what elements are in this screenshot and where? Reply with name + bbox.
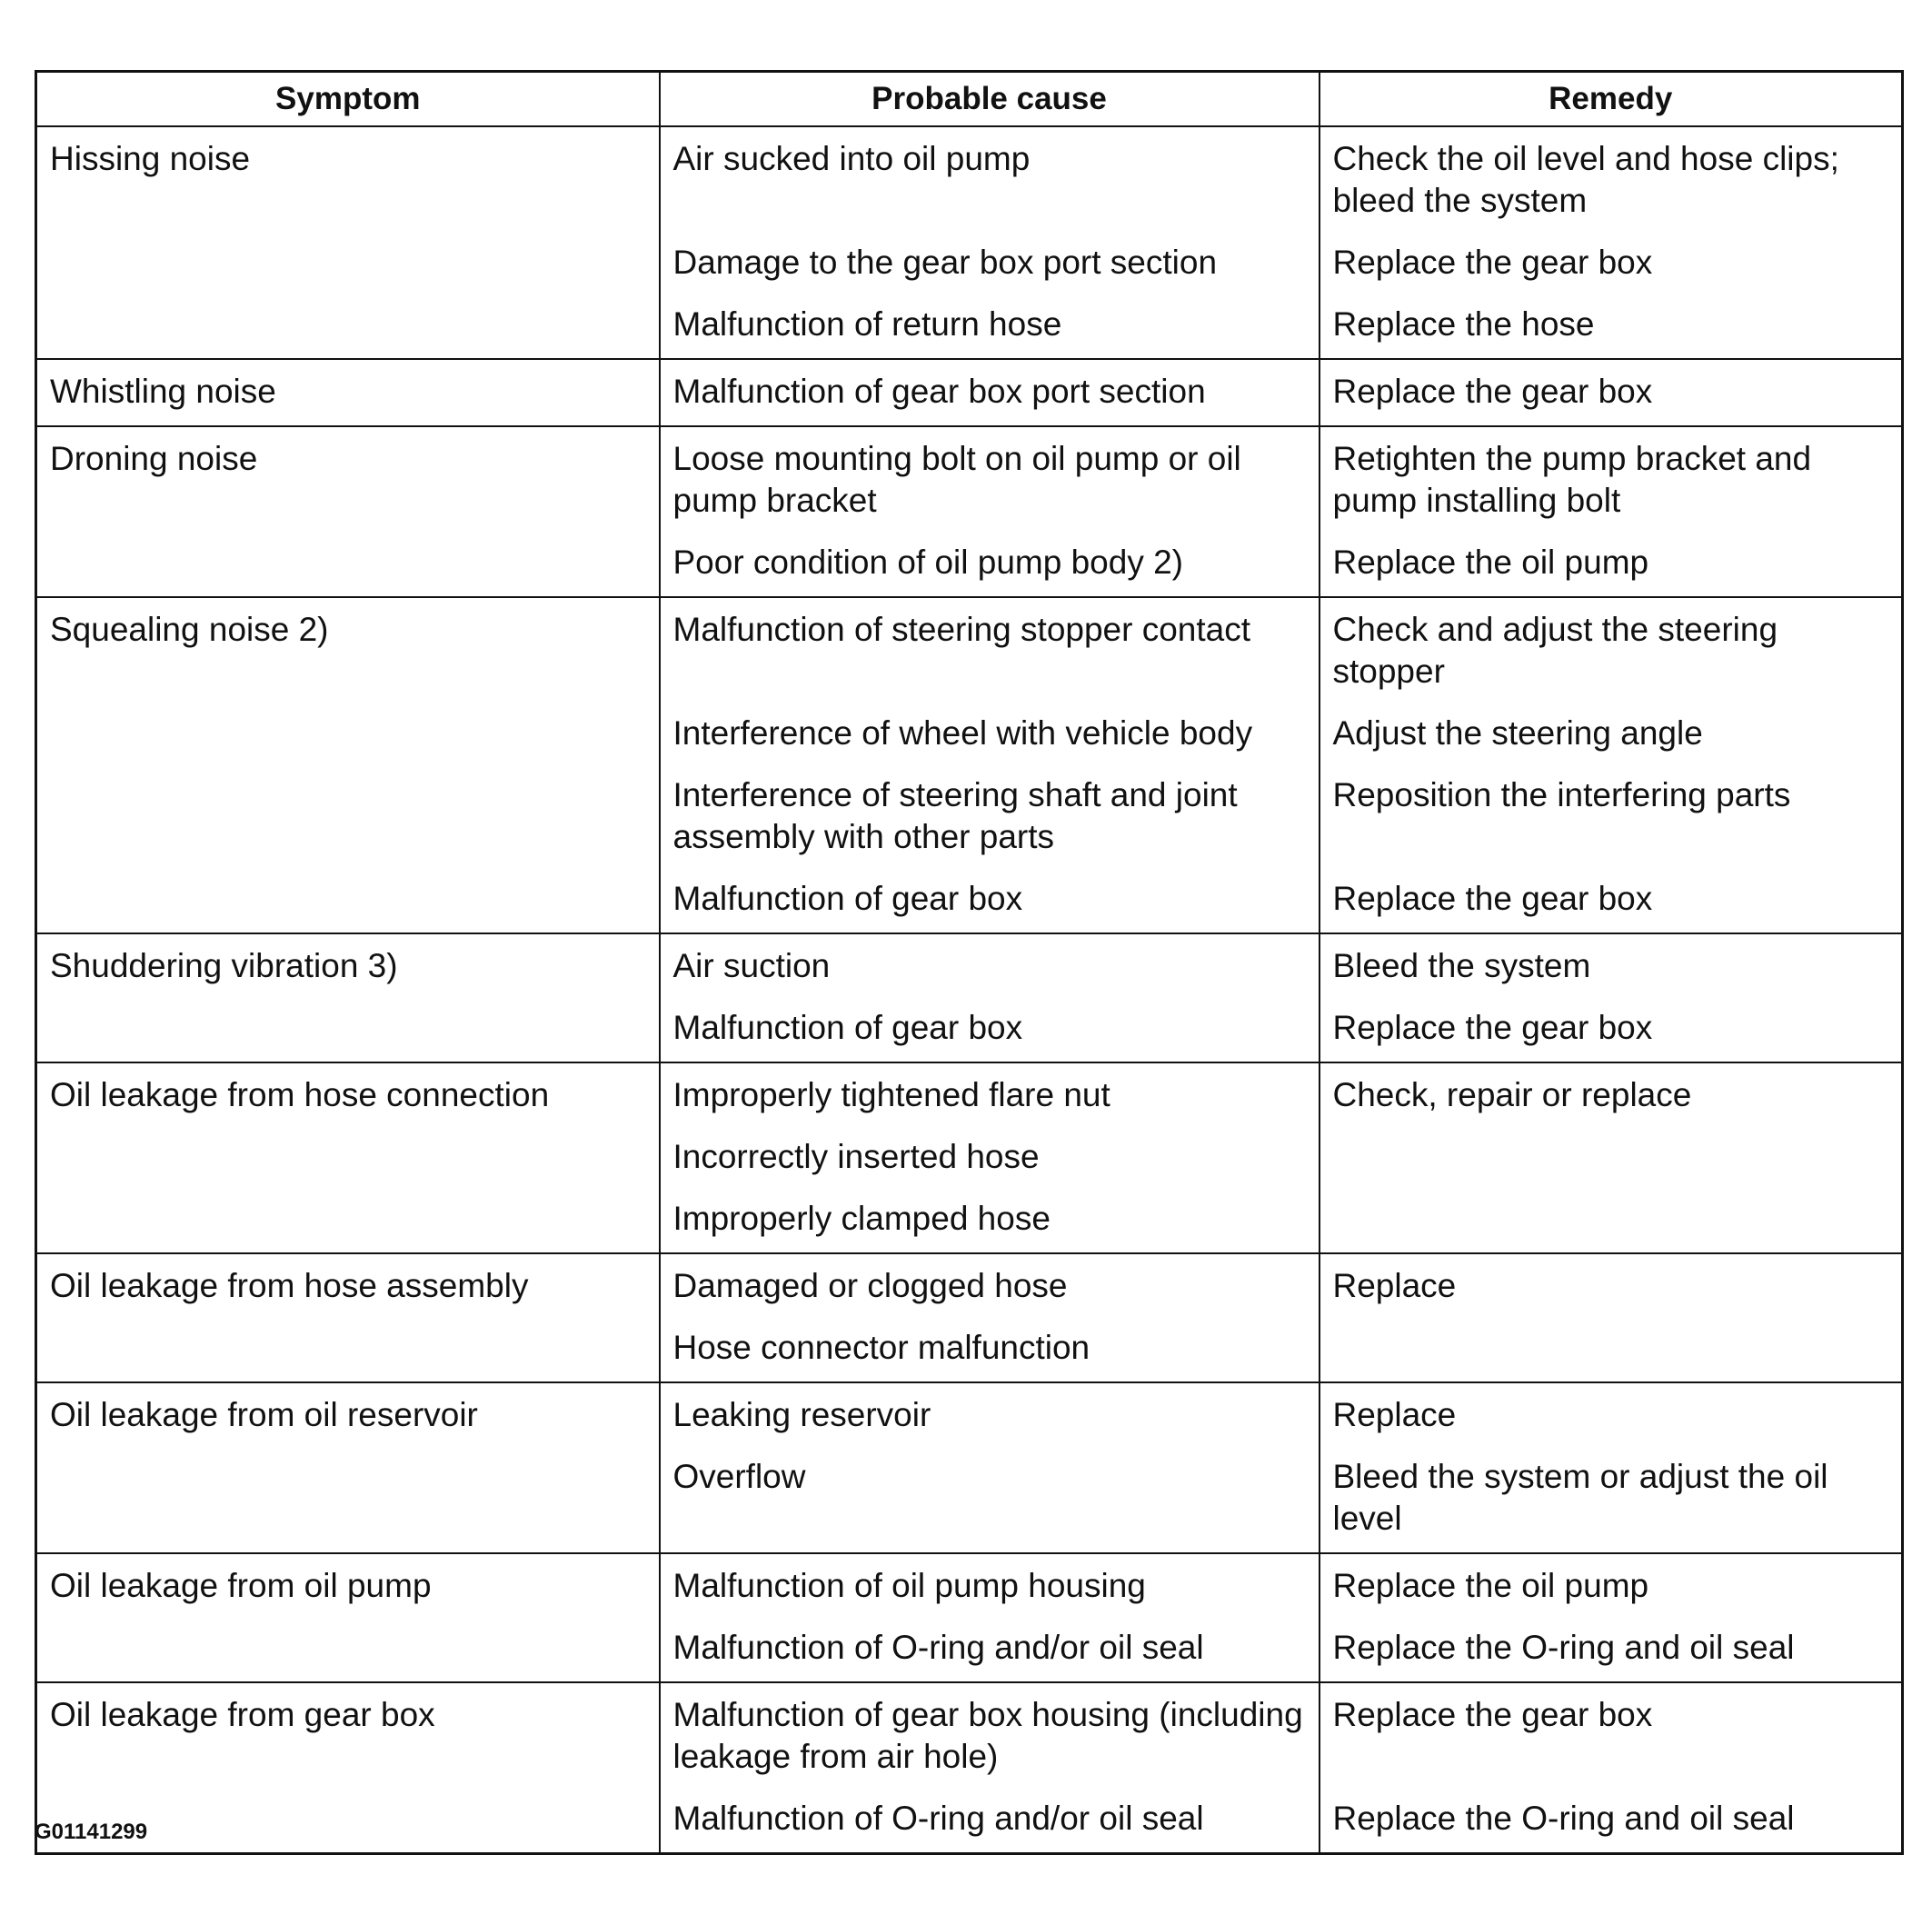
symptom-cell (36, 426, 660, 597)
header-row (36, 72, 1903, 127)
remedy-text: Replace the O-ring and oil seal (1332, 1629, 1795, 1666)
remedy-text: Replace the gear box (1332, 880, 1653, 917)
table-row (36, 126, 1903, 359)
symptom-text: Oil leakage from hose connection (50, 1076, 550, 1113)
symptom-text: Hissing noise (50, 140, 251, 177)
remedy-cell (1320, 597, 1903, 933)
probable-cause-cell (660, 426, 1320, 597)
cause-text: Leaking reservoir (672, 1396, 931, 1433)
cause-text: Loose mounting bolt on oil pump or oil pump bracket (672, 440, 1241, 519)
cause-text: Interference of steering shaft and joint assembly with other parts (672, 776, 1238, 855)
table-row (36, 426, 1903, 597)
table-row (36, 1253, 1903, 1382)
symptom-cell (36, 126, 660, 359)
cause-text: Incorrectly inserted hose (672, 1138, 1040, 1175)
cause-text: Poor condition of oil pump body 2) (672, 544, 1184, 581)
remedy-text: Replace the oil pump (1332, 1567, 1649, 1604)
header-remedy: Remedy (1320, 72, 1903, 127)
probable-cause-cell (660, 1682, 1320, 1854)
remedy-text: Reposition the interfering parts (1332, 776, 1791, 813)
probable-cause-cell (660, 597, 1320, 933)
table-header (36, 72, 1903, 127)
symptom-cell (36, 1253, 660, 1382)
remedy-text: Check, repair or replace (1332, 1076, 1692, 1113)
remedy-text (1333, 1327, 1889, 1369)
remedy-text: Check the oil level and hose clips; bleed the system (1332, 140, 1839, 219)
troubleshooting-sheet (35, 70, 1901, 1855)
cause-text: Malfunction of return hose (672, 305, 1062, 343)
symptom-text: Squealing noise 2) (50, 611, 329, 648)
remedy-text: Adjust the steering angle (1332, 714, 1703, 752)
remedy-text: Replace the gear box (1332, 1696, 1653, 1733)
symptom-cell (36, 933, 660, 1062)
symptom-text: Shuddering vibration 3) (50, 947, 398, 984)
remedy-text: Retighten the pump bracket and pump installing bolt (1332, 440, 1812, 519)
cause-text: Malfunction of gear box housing (including leakage from air hole) (672, 1696, 1303, 1775)
symptom-text: Oil leakage from gear box (50, 1696, 435, 1733)
probable-cause-cell (660, 1253, 1320, 1382)
remedy-text: Check and adjust the steering stopper (1332, 611, 1778, 690)
symptom-text: Oil leakage from oil pump (50, 1567, 432, 1604)
remedy-cell (1320, 426, 1903, 597)
symptom-cell (36, 597, 660, 933)
remedy-cell (1320, 359, 1903, 426)
troubleshooting-table (35, 70, 1904, 1855)
remedy-text (1333, 1136, 1889, 1178)
remedy-text: Replace the gear box (1332, 373, 1653, 410)
table-body (36, 126, 1903, 1854)
probable-cause-cell (660, 359, 1320, 426)
probable-cause-cell (660, 933, 1320, 1062)
remedy-text: Replace (1332, 1396, 1457, 1433)
cause-text: Hose connector malfunction (672, 1329, 1090, 1366)
symptom-cell (36, 359, 660, 426)
table-row (36, 1062, 1903, 1253)
remedy-text (1333, 1198, 1889, 1240)
symptom-text: Whistling noise (50, 373, 276, 410)
remedy-text: Replace the oil pump (1332, 544, 1649, 581)
remedy-cell (1320, 126, 1903, 359)
cause-text: Interference of wheel with vehicle body (672, 714, 1253, 752)
remedy-text: Bleed the system (1332, 947, 1591, 984)
probable-cause-cell (660, 126, 1320, 359)
cause-text: Malfunction of steering stopper contact (672, 611, 1251, 648)
table-row (36, 1553, 1903, 1682)
cause-text: Malfunction of gear box (672, 880, 1023, 917)
probable-cause-cell (660, 1553, 1320, 1682)
remedy-text: Replace the O-ring and oil seal (1332, 1800, 1795, 1837)
symptom-text: Oil leakage from hose assembly (50, 1267, 529, 1304)
symptom-cell (36, 1062, 660, 1253)
cause-text: Malfunction of gear box (672, 1009, 1023, 1046)
remedy-text: Replace (1332, 1267, 1457, 1304)
symptom-text: Oil leakage from oil reservoir (50, 1396, 478, 1433)
table-row (36, 597, 1903, 933)
remedy-text: Replace the hose (1332, 305, 1595, 343)
cause-text: Damage to the gear box port section (672, 244, 1218, 281)
remedy-text: Bleed the system or adjust the oil level (1332, 1458, 1828, 1537)
remedy-cell (1320, 1382, 1903, 1553)
symptom-cell (36, 1382, 660, 1553)
cause-text: Malfunction of gear box port section (672, 373, 1206, 410)
table-row (36, 933, 1903, 1062)
probable-cause-cell (660, 1062, 1320, 1253)
table-row (36, 1682, 1903, 1854)
remedy-cell (1320, 1553, 1903, 1682)
remedy-text: Replace the gear box (1332, 244, 1653, 281)
cause-text: Air suction (672, 947, 831, 984)
cause-text: Damaged or clogged hose (672, 1267, 1068, 1304)
remedy-cell (1320, 1253, 1903, 1382)
remedy-cell (1320, 933, 1903, 1062)
cause-text: Malfunction of oil pump housing (672, 1567, 1146, 1604)
figure-id: G01141299 (35, 1820, 148, 1844)
remedy-cell (1320, 1062, 1903, 1253)
table-row (36, 359, 1903, 426)
cause-text: Improperly tightened flare nut (672, 1076, 1110, 1113)
cause-text: Improperly clamped hose (672, 1200, 1051, 1237)
header-probable-cause: Probable cause (660, 72, 1320, 127)
remedy-text: Replace the gear box (1332, 1009, 1653, 1046)
symptom-cell (36, 1553, 660, 1682)
cause-text: Malfunction of O-ring and/or oil seal (672, 1800, 1204, 1837)
cause-text: Air sucked into oil pump (672, 140, 1031, 177)
remedy-cell (1320, 1682, 1903, 1854)
symptom-text: Droning noise (50, 440, 258, 477)
table-row (36, 1382, 1903, 1553)
cause-text: Malfunction of O-ring and/or oil seal (672, 1629, 1204, 1666)
header-symptom: Symptom (36, 72, 660, 127)
probable-cause-cell (660, 1382, 1320, 1553)
cause-text: Overflow (672, 1458, 806, 1495)
